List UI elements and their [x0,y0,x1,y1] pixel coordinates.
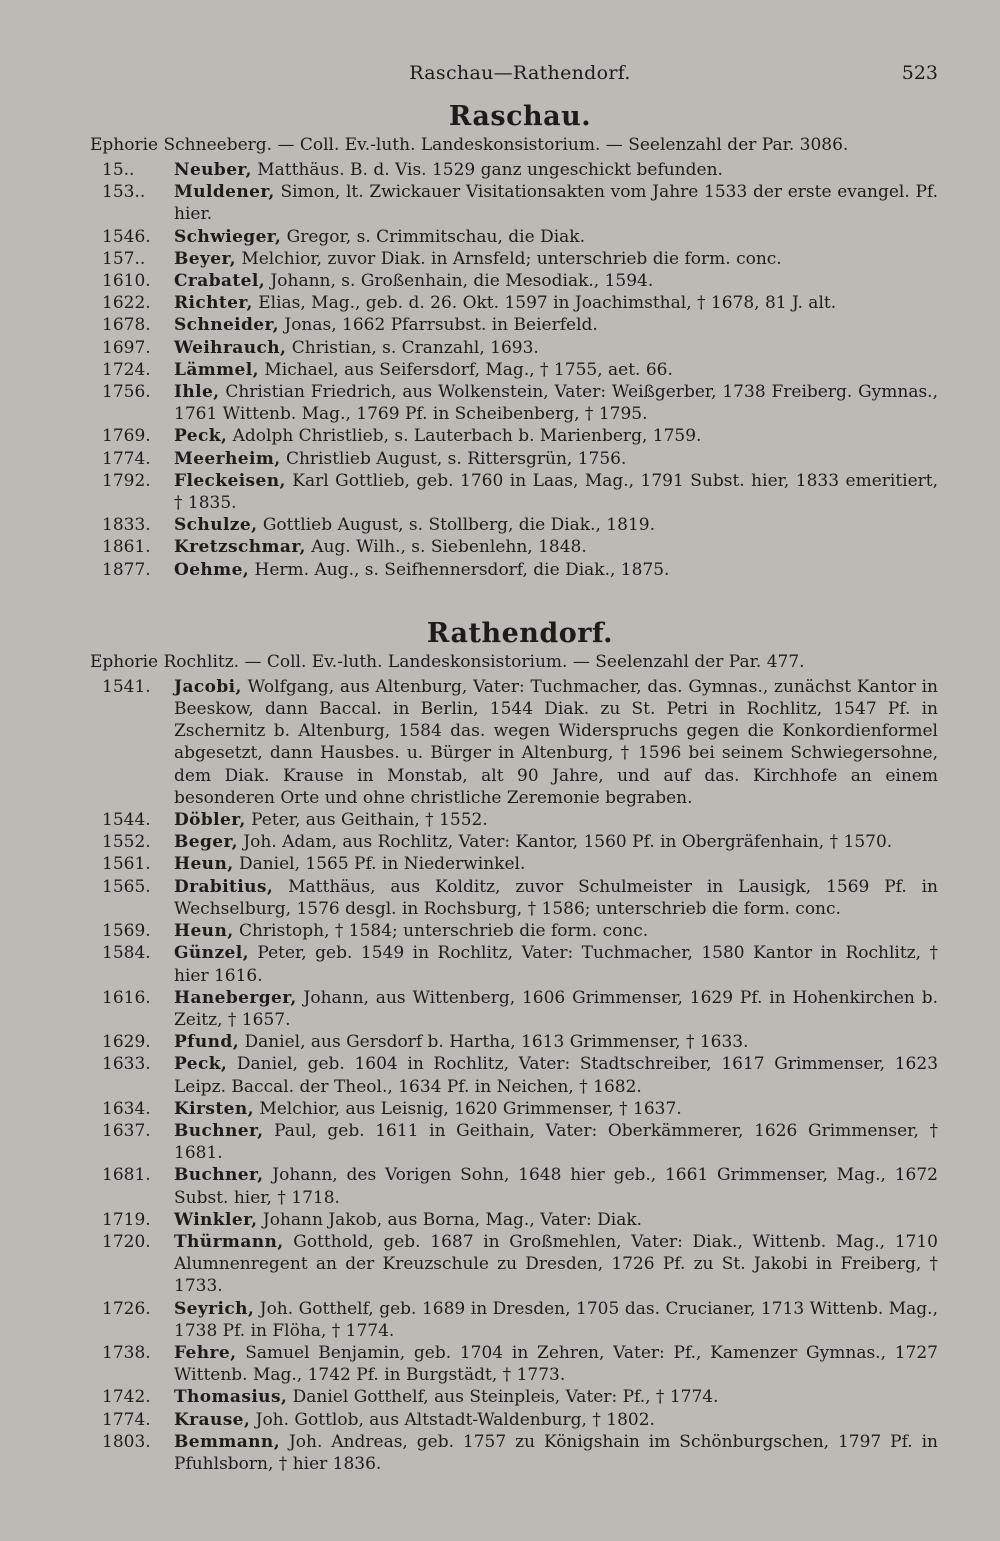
entry-text: Daniel Gotthelf, aus Steinpleis, Vater: Pf., † 1774. [292,1387,719,1408]
running-head [102,58,938,100]
entry-year: 1629. [102,1032,151,1053]
pastor-name: Muldener, [174,182,275,203]
pastor-name: Buchner, [174,1165,264,1186]
entry-year: 1634. [102,1098,151,1119]
entry-text: Paul, geb. 1611 in Geithain, Vater: Oberkämmerer, 1626 Grimmenser, † 1681. [174,1120,938,1164]
entry-year: 1719. [102,1209,151,1230]
pastor-entry [102,920,938,942]
entry-text: Simon, lt. Zwickauer Visitationsakten vom Jahre 1533 der erste evangel. Pf. hier. [174,182,938,225]
pastor-entry [102,831,938,853]
entry-year: 1541. [102,676,151,697]
pastor-entry [102,248,938,270]
pastor-name: Krause, [174,1409,251,1430]
entry-text: Gregor, s. Crimmitschau, die Diak. [286,226,585,247]
entry-year: 1803. [102,1431,151,1452]
pastor-name: Heun, [174,921,234,942]
pastor-name: Thomasius, [174,1387,288,1408]
pastor-entry [102,536,938,558]
pastor-name: Drabitius, [174,876,274,897]
entry-text: Johann Jakob, aus Borna, Mag., Vater: Diak. [262,1209,643,1230]
entry-year: 1681. [102,1165,151,1186]
entry-text: Melchior, aus Leisnig, 1620 Grimmenser, † 1637. [259,1098,682,1119]
pastor-name: Oehme, [174,559,250,580]
running-head-title: Raschau—Rathendorf. [409,62,631,84]
entry-list [102,159,938,581]
pastor-name: Winkler, [174,1209,258,1230]
pastor-name: Fehre, [174,1342,237,1363]
pastor-entry [102,1409,938,1431]
section-title: Rathendorf. [426,617,614,649]
ephorie-line: Ephorie Rochlitz. — Coll. Ev.-luth. Landeskonsistorium. — Seelenzahl der Par. 477. [90,651,805,672]
pastor-entry [102,559,938,581]
entry-text: Christian, s. Cranzahl, 1693. [291,337,539,358]
entry-text: Gotthold, geb. 1687 in Großmehlen, Vater: Diak., Wittenb. Mag., 1710 Alumnenregent an der Kreuzschule zu Dresden, 1726 Pf. zu St. Jakobi in Freiberg, † 1733. [174,1231,939,1297]
pastor-name: Seyrich, [174,1298,255,1319]
pastor-name: Thürmann, [174,1231,284,1252]
entry-year: 1678. [102,315,151,336]
entry-text: Christian Friedrich, aus Wolkenstein, Vater: Weißgerber, 1738 Freiberg. Gymnas., 1761 Wittenb. Mag., 1769 Pf. in Scheibenberg, † 1795. [174,382,938,425]
pastor-name: Beger, [174,832,238,853]
entry-year: 15.. [102,160,135,180]
pastor-entry [102,226,938,248]
section-raschau [90,100,939,581]
entry-text: Peter, geb. 1549 in Rochlitz, Vater: Tuchmacher, 1580 Kantor in Rochlitz, † hier 1616. [174,943,939,986]
pastor-entry [102,270,938,292]
entry-text: Matthäus, aus Kolditz, zuvor Schulmeister in Lausigk, 1569 Pf. in Wechselburg, 1576 desgl. in Rochsburg, † 1586; unterschrieb die form. conc. [174,876,939,919]
pastor-name: Peck, [174,1054,228,1075]
entry-year: 1584. [102,943,151,964]
pastor-name: Peck, [174,426,228,447]
entry-year: 1720. [102,1231,151,1252]
entry-year: 153.. [102,182,146,203]
pastor-name: Haneberger, [174,987,297,1008]
entry-text: Daniel, 1565 Pf. in Niederwinkel. [238,854,526,875]
entry-year: 1637. [102,1120,151,1141]
pastor-entry [102,853,938,875]
pastor-name: Ihle, [174,382,220,403]
entry-text: Joh. Adam, aus Rochlitz, Vater: Kantor, 1560 Pf. in Obergräfenhain, † 1570. [243,832,893,853]
pastor-name: Crabatel, [174,271,266,292]
entry-text: Michael, aus Seifersdorf, Mag., † 1755, aet. 66. [264,359,673,380]
pastor-entry [102,381,938,425]
entry-year: 1738. [102,1342,151,1363]
entry-text: Herm. Aug., s. Seifhennersdorf, die Diak., 1875. [254,559,670,580]
pastor-name: Richter, [174,293,253,314]
pastor-entry [102,1164,938,1208]
pastor-entry [102,314,938,336]
entry-year: 1544. [102,810,151,831]
pastor-entry [102,359,938,381]
entry-year: 1877. [102,559,151,580]
pastor-entry [102,425,938,447]
pastor-name: Fleckeisen, [174,470,286,491]
entry-text: Christlieb August, s. Rittersgrün, 1756. [285,448,627,469]
entry-year: 1610. [102,271,151,292]
entry-year: 1569. [102,921,151,942]
pastor-name: Beyer, [174,248,236,269]
pastor-name: Heun, [174,854,234,875]
page-number: 523 [901,62,938,84]
pastor-name: Buchner, [174,1120,264,1141]
entry-year: 1633. [102,1054,151,1075]
ephorie-line: Ephorie Schneeberg. — Coll. Ev.-luth. Landeskonsistorium. — Seelenzahl der Par. 3086. [90,135,849,155]
entry-year: 1861. [102,537,151,558]
entry-year: 1616. [102,987,151,1008]
pastor-name: Lämmel, [174,359,259,380]
entry-year: 1561. [102,854,151,875]
entry-text: Melchior, zuvor Diak. in Arnsfeld; unterschrieb die form. conc. [241,248,782,269]
pastor-entry [102,181,938,225]
entry-year: 1742. [102,1387,151,1408]
pastor-entry [102,1120,938,1164]
pastor-entry [102,1031,938,1053]
entry-text: Johann, aus Wittenberg, 1606 Grimmenser, 1629 Pf. in Hohenkirchen b. Zeitz, † 1657. [174,987,938,1030]
entry-text: Karl Gottlieb, geb. 1760 in Laas, Mag., 1791 Subst. hier, 1833 emeritiert, † 1835. [174,470,939,514]
pastor-name: Kretzschmar, [174,537,306,558]
pastor-entry [102,942,938,986]
entry-text: Jonas, 1662 Pfarrsubst. in Beierfeld. [284,315,598,336]
entry-year: 1756. [102,382,151,403]
pastor-name: Meerheim, [174,448,281,469]
entry-year: 1833. [102,515,151,536]
pastor-entry [102,1231,938,1298]
pastor-entry [102,1298,938,1342]
entry-text: Daniel, aus Gersdorf b. Hartha, 1613 Grimmenser, † 1633. [244,1032,749,1053]
pastor-entry [102,448,938,470]
entry-text: Joh. Gotthelf, geb. 1689 in Dresden, 1705 das. Crucianer, 1713 Wittenb. Mag., 1738 Pf. in Flöha, † 1774. [174,1298,938,1341]
entry-text: Daniel, geb. 1604 in Rochlitz, Vater: Stadtschreiber, 1617 Grimmenser, 1623 Leipz. Baccal. der Theol., 1634 Pf. in Neichen, † 1682. [174,1054,939,1097]
pastor-entry [102,876,938,920]
entry-text: Elias, Mag., geb. d. 26. Okt. 1597 in Joachimsthal, † 1678, 81 J. alt. [258,293,837,314]
pastor-name: Bemmann, [174,1431,281,1452]
pastor-entry [102,337,938,359]
pastor-entry [102,1431,938,1475]
pastor-entry [102,1098,938,1120]
section-title: Raschau. [448,101,592,132]
entry-year: 1697. [102,337,151,358]
section-rathendorf [90,617,939,1475]
entry-year: 1792. [102,470,151,491]
entry-year: 1724. [102,359,151,380]
pastor-name: Pfund, [174,1032,240,1053]
pastor-name: Weihrauch, [174,337,287,358]
pastor-entry [102,470,938,514]
entry-text: Johann, s. Großenhain, die Mesodiak., 1594. [270,271,654,292]
entry-text: Matthäus. B. d. Vis. 1529 ganz ungeschickt befunden. [257,160,723,180]
entry-text: Johann, des Vorigen Sohn, 1648 hier geb., 1661 Grimmenser, Mag., 1672 Subst. hier, † 1718. [174,1165,938,1208]
pastor-entry [102,514,938,536]
entry-text: Aug. Wilh., s. Siebenlehn, 1848. [311,537,587,558]
pastor-name: Neuber, [174,160,252,180]
entry-text: Gottlieb August, s. Stollberg, die Diak., 1819. [262,515,655,536]
entry-text: Joh. Andreas, geb. 1757 zu Königshain im Schönburgschen, 1797 Pf. in Pfuhlsborn, † hier 1836. [174,1431,938,1474]
pastor-entry [102,159,938,181]
pastor-name: Jacobi, [174,676,242,697]
pastor-name: Döbler, [174,810,246,831]
pastor-name: Kirsten, [174,1098,254,1119]
pastor-entry [102,1209,938,1231]
pastor-entry [102,1053,938,1097]
pastor-entry [102,987,938,1031]
pastor-entry [102,1342,938,1386]
entry-text: Joh. Gottlob, aus Altstadt-Waldenburg, † 1802. [255,1409,655,1430]
entry-year: 1546. [102,226,151,247]
pastor-entry [102,1386,938,1408]
pastor-entry [102,292,938,314]
pastor-name: Schneider, [174,315,279,336]
pastor-name: Günzel, [174,943,249,964]
pastor-entry [102,809,938,831]
entry-year: 1774. [102,448,151,469]
entry-year: 1622. [102,293,151,314]
entry-text: Wolfgang, aus Altenburg, Vater: Tuchmacher, das. Gymnas., zunächst Kantor in Beeskow, dann Baccal. in Berlin, 1544 Diak. zu St. Petri in Rochlitz, 1547 Pf. in Zschernitz b. Altenburg, 1584 das. wegen Widerspruchs gegen die Konkordienformel abgesetzt, dann Hausbes. u. Bürger in Altenburg, † 1596 bei seinem Schwiegersohne, dem Diak. Krause in Monstab, alt 90 Jahre, und auf das. Kirchhofe an einem besonderen Orte und ohne christliche Zeremonie begraben. [174,676,938,808]
entry-year: 1565. [102,876,151,897]
entry-text: Christoph, † 1584; unterschrieb die form. conc. [238,921,649,942]
entry-year: 157.. [102,248,146,269]
pastor-entry [102,676,938,809]
entry-text: Adolph Christlieb, s. Lauterbach b. Marienberg, 1759. [232,426,702,447]
entry-year: 1769. [102,426,151,447]
entry-text: Peter, aus Geithain, † 1552. [251,810,488,831]
entry-text: Samuel Benjamin, geb. 1704 in Zehren, Vater: Pf., Kamenzer Gymnas., 1727 Wittenb. Mag., 1742 Pf. in Burgstädt, † 1773. [174,1342,939,1386]
pastor-name: Schwieger, [174,226,282,247]
entry-list [102,676,938,1475]
entry-year: 1726. [102,1298,151,1319]
pastor-name: Schulze, [174,515,258,536]
entry-year: 1552. [102,832,151,853]
entry-year: 1774. [102,1409,151,1430]
